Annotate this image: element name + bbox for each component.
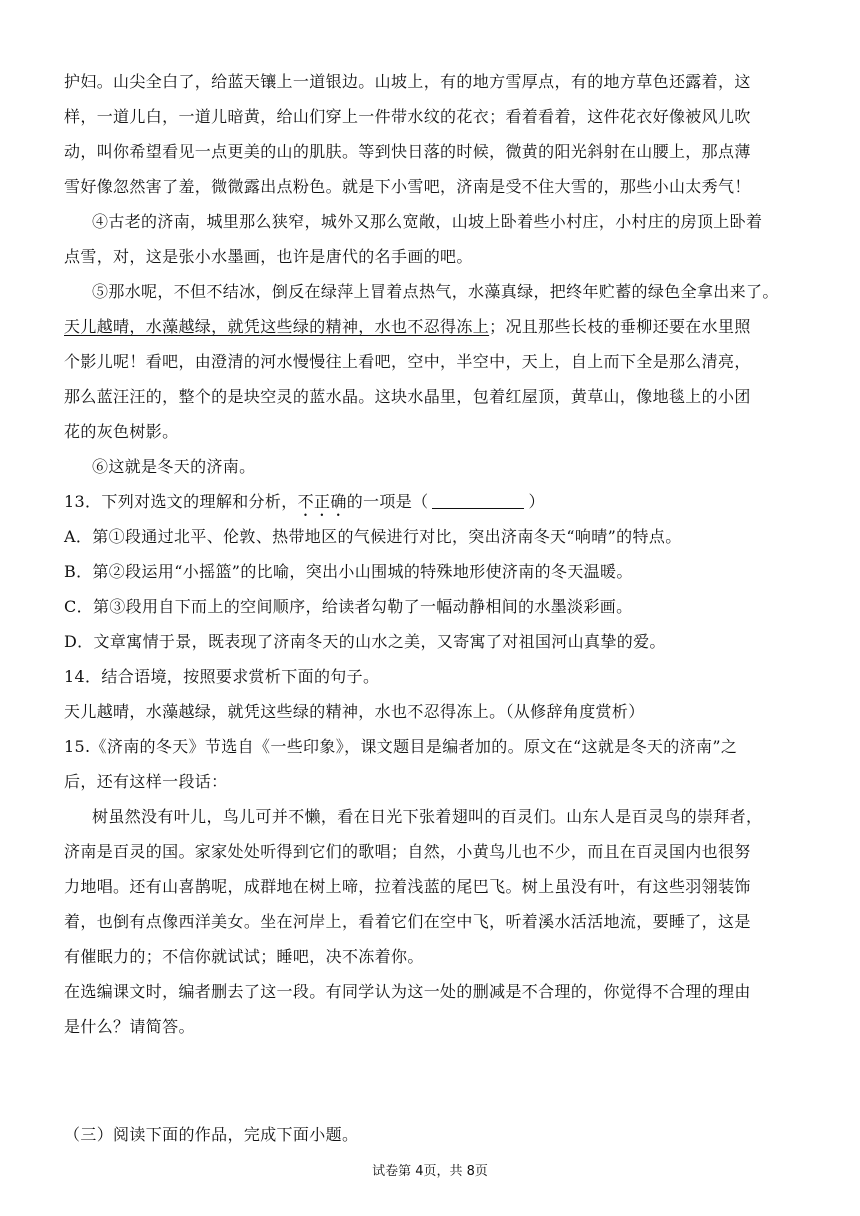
option-c: C．第③段用自下而上的空间顺序，给读者勾勒了一幅动静相间的水墨淡彩画。 [64, 597, 633, 616]
question-14-sentence: 天儿越晴，水藻越绿，就凭这些绿的精神，水也不忍得冻上。（从修辞角度赏析） [64, 702, 645, 721]
question-15-ask: 在选编课文时，编者删去了这一段。有同学认为这一处的删减是不合理的，你觉得不合理的理由 [64, 982, 751, 1001]
answer-blank[interactable] [432, 494, 524, 509]
option-d: D．文章寓情于景，既表现了济南冬天的山水之美，又寄寓了对祖国河山真挚的爱。 [64, 632, 666, 651]
paragraph-6: ⑥这就是冬天的济南。 [92, 457, 256, 476]
question-text: 13．下列对选文的理解和分析， [64, 492, 298, 511]
option-b: B．第②段运用“小摇篮”的比喻，突出小山围城的特殊地形使济南的冬天温暖。 [64, 562, 633, 581]
quoted-passage: 着，也倒有点像西洋美女。坐在河岸上，看着它们在空中飞，听着溪水活活地流，要睡了，这是 [64, 912, 751, 931]
passage-line: 动，叫你希望看见一点更美的山的肌肤。等到快日落的时候，微黄的阳光斜射在山腰上，那点薄 [64, 142, 751, 161]
passage-line: 护妇。山尖全白了，给蓝天镶上一道银边。山坡上，有的地方雪厚点，有的地方草色还露着，这 [64, 72, 751, 91]
quoted-passage: 有催眠力的；不信你就试试；睡吧，决不冻着你。 [64, 947, 424, 966]
passage-line: 点雪，对，这是张小水墨画，也许是唐代的名手画的吧。 [64, 247, 473, 266]
question-text: ） [528, 492, 545, 511]
passage-line [64, 317, 804, 337]
passage-text: ；况且那些长枝的垂柳还要在水里照 [489, 317, 751, 336]
question-15-stem: 15.《济南的冬天》节选自《一些印象》，课文题目是编者加的。原文在“这就是冬天的济南”之 [64, 737, 738, 756]
option-a: A．第①段通过北平、伦敦、热带地区的气候进行对比，突出济南冬天“响晴”的特点。 [64, 527, 682, 546]
passage-line: 雪好像忽然害了羞，微微露出点粉色。就是下小雪吧，济南是受不住大雪的，那些小山太秀气！ [64, 177, 751, 196]
question-15-ask: 是什么？请简答。 [64, 1017, 195, 1036]
quoted-passage: 济南是百灵的国。家家处处听得到它们的歌唱；自然，小黄鸟儿也不少，而且在百灵国内也很努 [64, 842, 751, 861]
question-14-stem: 14．结合语境，按照要求赏析下面的句子。 [64, 667, 380, 686]
quoted-passage: 力地唱。还有山喜鹊呢，成群地在树上啼，拉着浅蓝的尾巴飞。树上虽没有叶，有这些羽翎装饰 [64, 877, 751, 896]
quoted-passage: 树虽然没有叶儿，鸟儿可并不懒，看在日光下张着翅叫的百灵们。山东人是百灵鸟的崇拜者， [92, 807, 763, 826]
question-13-stem [64, 492, 804, 520]
paragraph-5: ⑤那水呢，不但不结冰，倒反在绿萍上冒着点热气，水藻真绿，把终年贮蓄的绿色全拿出来了。 [92, 282, 779, 301]
emphasis-text: 不正确 [297, 492, 347, 511]
passage-line: 花的灰色树影。 [64, 422, 179, 441]
question-15-stem: 后，还有这样一段话： [64, 772, 228, 791]
passage-line: 个影儿呢！看吧，由澄清的河水慢慢往上看吧，空中，半空中，天上，自上而下全是那么清亮， [64, 352, 751, 371]
underlined-sentence: 天儿越晴，水藻越绿，就凭这些绿的精神，水也不忍得冻上 [64, 317, 490, 336]
section-3-heading: （三）阅读下面的作品，完成下面小题。 [64, 1125, 359, 1144]
passage-line: 样，一道儿白，一道儿暗黄，给山们穿上一件带水纹的花衣；看着看着，这件花衣好像被风儿吹 [64, 107, 751, 126]
page-footer: 试卷第 4页，共 8页 [372, 1164, 488, 1179]
passage-line: 那么蓝汪汪的，整个的是块空灵的蓝水晶。这块水晶里，包着红屋顶，黄草山，像地毯上的小团 [64, 387, 751, 406]
paragraph-4: ④古老的济南，城里那么狭窄，城外又那么宽敞，山坡上卧着些小村庄，小村庄的房顶上卧着 [92, 212, 763, 231]
question-text: 的一项是（ [346, 492, 429, 511]
